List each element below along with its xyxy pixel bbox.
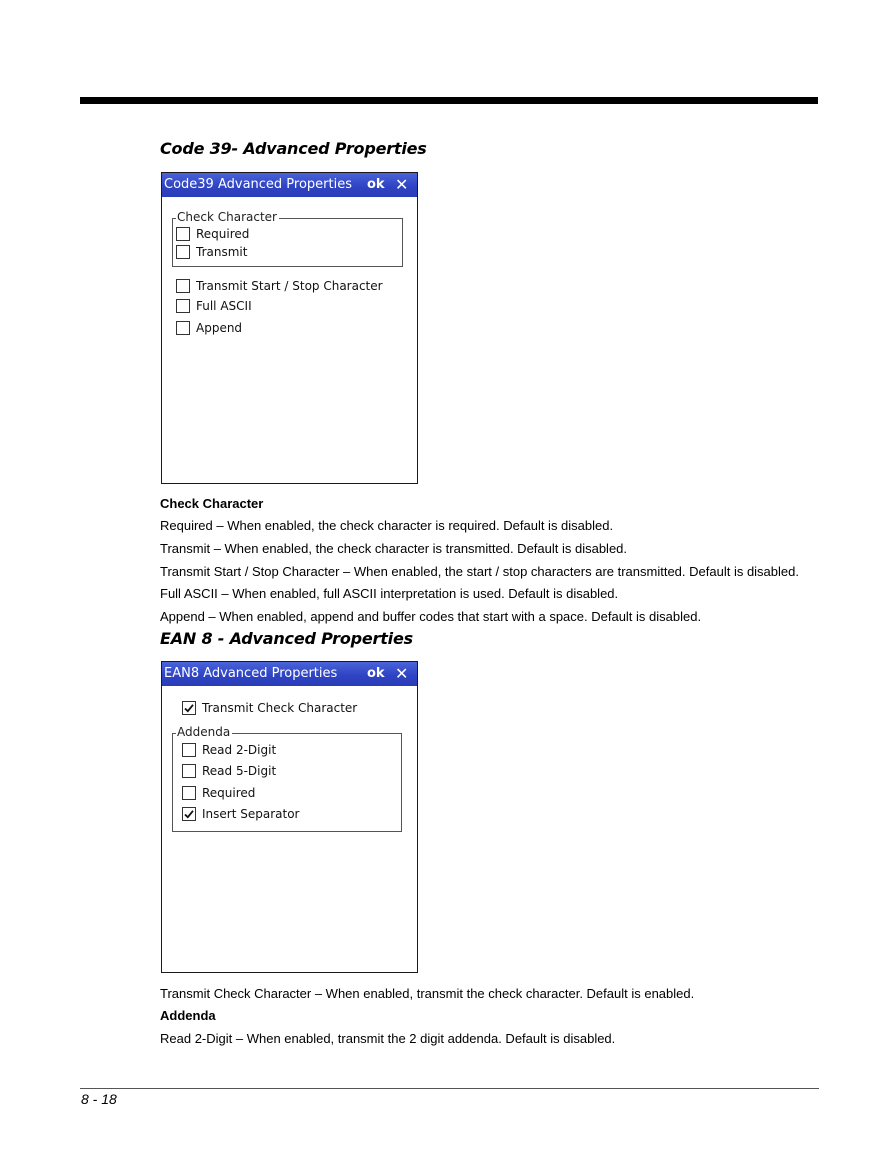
checkbox-label: Required: [202, 786, 256, 800]
checkbox-label: Append: [196, 321, 243, 335]
group-legend: Check Character: [177, 210, 277, 224]
paragraph: Full ASCII – When enabled, full ASCII interpretation is used. Default is disabled.: [160, 586, 619, 601]
checkbox-box[interactable]: [182, 764, 196, 778]
checkbox-transmit[interactable]: [176, 245, 247, 259]
ean8-dialog: [161, 661, 418, 973]
checkbox-label: Insert Separator: [202, 807, 300, 821]
footer-rule: [80, 1088, 819, 1089]
checkbox-label: Transmit Start / Stop Character: [196, 279, 383, 293]
ean8-titlebar: [162, 662, 417, 686]
ok-button[interactable]: ok: [367, 177, 385, 192]
group-legend: Addenda: [177, 725, 231, 739]
checkmark-icon: [183, 808, 195, 820]
paragraph: Transmit Start / Stop Character – When enabled, the start / stop characters are transmitted. Default is disabled.: [160, 564, 799, 579]
checkbox-read-2-digit[interactable]: [182, 743, 276, 757]
paragraph: Transmit Check Character – When enabled, transmit the check character. Default is enabled.: [160, 986, 695, 1001]
checkbox-transmit-start-stop[interactable]: [176, 279, 383, 293]
checkbox-label: Read 2-Digit: [202, 743, 277, 757]
paragraph-heading-check-character: Check Character: [160, 496, 264, 511]
checkbox-full-ascii[interactable]: [176, 299, 252, 313]
checkbox-label: Required: [196, 227, 250, 241]
checkbox-label: Full ASCII: [196, 299, 252, 313]
dialog-title: EAN8 Advanced Properties: [164, 666, 338, 681]
paragraph: Required – When enabled, the check character is required. Default is disabled.: [160, 518, 614, 533]
close-icon[interactable]: ✕: [395, 175, 409, 194]
header-rule: [80, 97, 818, 104]
check-character-group: [172, 210, 403, 267]
checkbox-append[interactable]: [176, 321, 242, 335]
checkbox-required[interactable]: [176, 227, 249, 241]
checkbox-box[interactable]: [176, 299, 190, 313]
checkbox-box[interactable]: [182, 786, 196, 800]
checkbox-box[interactable]: [176, 279, 190, 293]
checkbox-box[interactable]: [182, 701, 196, 715]
paragraph: Append – When enabled, append and buffer codes that start with a space. Default is disabled.: [160, 609, 702, 624]
section-title-code39: Code 39- Advanced Properties: [160, 139, 427, 158]
ok-button[interactable]: ok: [367, 666, 385, 681]
close-icon[interactable]: ✕: [395, 664, 409, 683]
checkbox-box[interactable]: [182, 807, 196, 821]
checkbox-label: Read 5-Digit: [202, 764, 277, 778]
checkbox-box[interactable]: [176, 245, 190, 259]
code39-titlebar: [162, 173, 417, 197]
page-number: 8 - 18: [81, 1091, 117, 1107]
checkbox-required[interactable]: [182, 786, 255, 800]
checkbox-box[interactable]: [182, 743, 196, 757]
paragraph: Read 2-Digit – When enabled, transmit the 2 digit addenda. Default is disabled.: [160, 1031, 616, 1046]
checkbox-read-5-digit[interactable]: [182, 764, 276, 778]
code39-dialog: [161, 172, 418, 484]
dialog-title: Code39 Advanced Properties: [164, 177, 352, 192]
checkbox-insert-separator[interactable]: [182, 807, 299, 821]
checkbox-label: Transmit Check Character: [202, 701, 358, 715]
paragraph-heading-addenda: Addenda: [160, 1008, 216, 1023]
section-title-ean8: EAN 8 - Advanced Properties: [160, 629, 413, 648]
checkbox-transmit-check-character[interactable]: [182, 701, 357, 715]
paragraph: Transmit – When enabled, the check character is transmitted. Default is disabled.: [160, 541, 628, 556]
checkbox-label: Transmit: [196, 245, 248, 259]
checkbox-box[interactable]: [176, 321, 190, 335]
checkbox-box[interactable]: [176, 227, 190, 241]
checkmark-icon: [183, 702, 195, 714]
